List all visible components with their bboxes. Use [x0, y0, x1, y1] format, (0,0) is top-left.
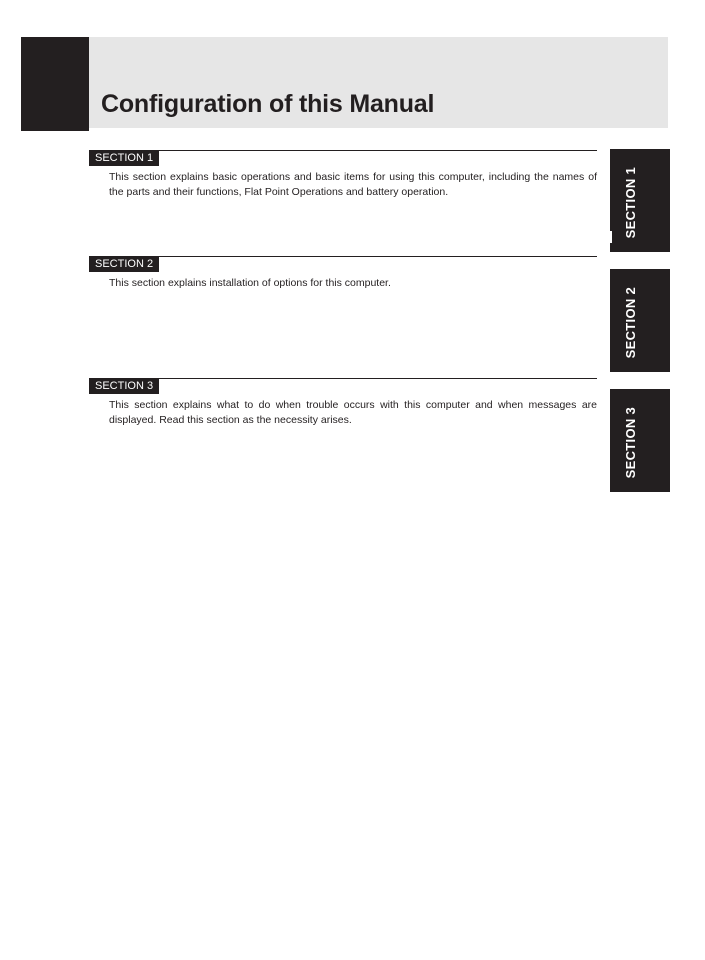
tab-section-2-label: SECTION 2: [623, 286, 638, 358]
section-1-label: SECTION 1: [89, 150, 159, 166]
section-3-rule: [89, 378, 597, 379]
tab-section-2[interactable]: [610, 269, 670, 372]
section-3-block: [89, 378, 597, 458]
section-1-rule: [89, 150, 597, 151]
tab-section-1-label: SECTION 1: [623, 166, 638, 238]
section-2-rule: [89, 256, 597, 257]
section-3-description: This section explains what to do when trouble occurs with this computer and when messages are displayed. Read this section as the necessity arises.: [109, 399, 597, 426]
section-3-label: SECTION 3: [89, 378, 159, 394]
tab-section-1[interactable]: [610, 149, 670, 252]
section-2-description: This section explains installation of options for this computer.: [109, 277, 391, 289]
section-1-block: [89, 150, 597, 250]
tab-section-3-label: SECTION 3: [623, 406, 638, 478]
tab-section-1-notch: [610, 231, 612, 243]
section-2-block: [89, 256, 597, 366]
tab-section-3[interactable]: [610, 389, 670, 492]
section-1-description: This section explains basic operations and basic items for using this computer, including the names of the parts and their functions, Flat Point Operations and battery operation.: [109, 171, 597, 198]
header-black-block: [21, 37, 89, 131]
section-2-label: SECTION 2: [89, 256, 159, 272]
page-title: Configuration of this Manual: [101, 90, 435, 118]
